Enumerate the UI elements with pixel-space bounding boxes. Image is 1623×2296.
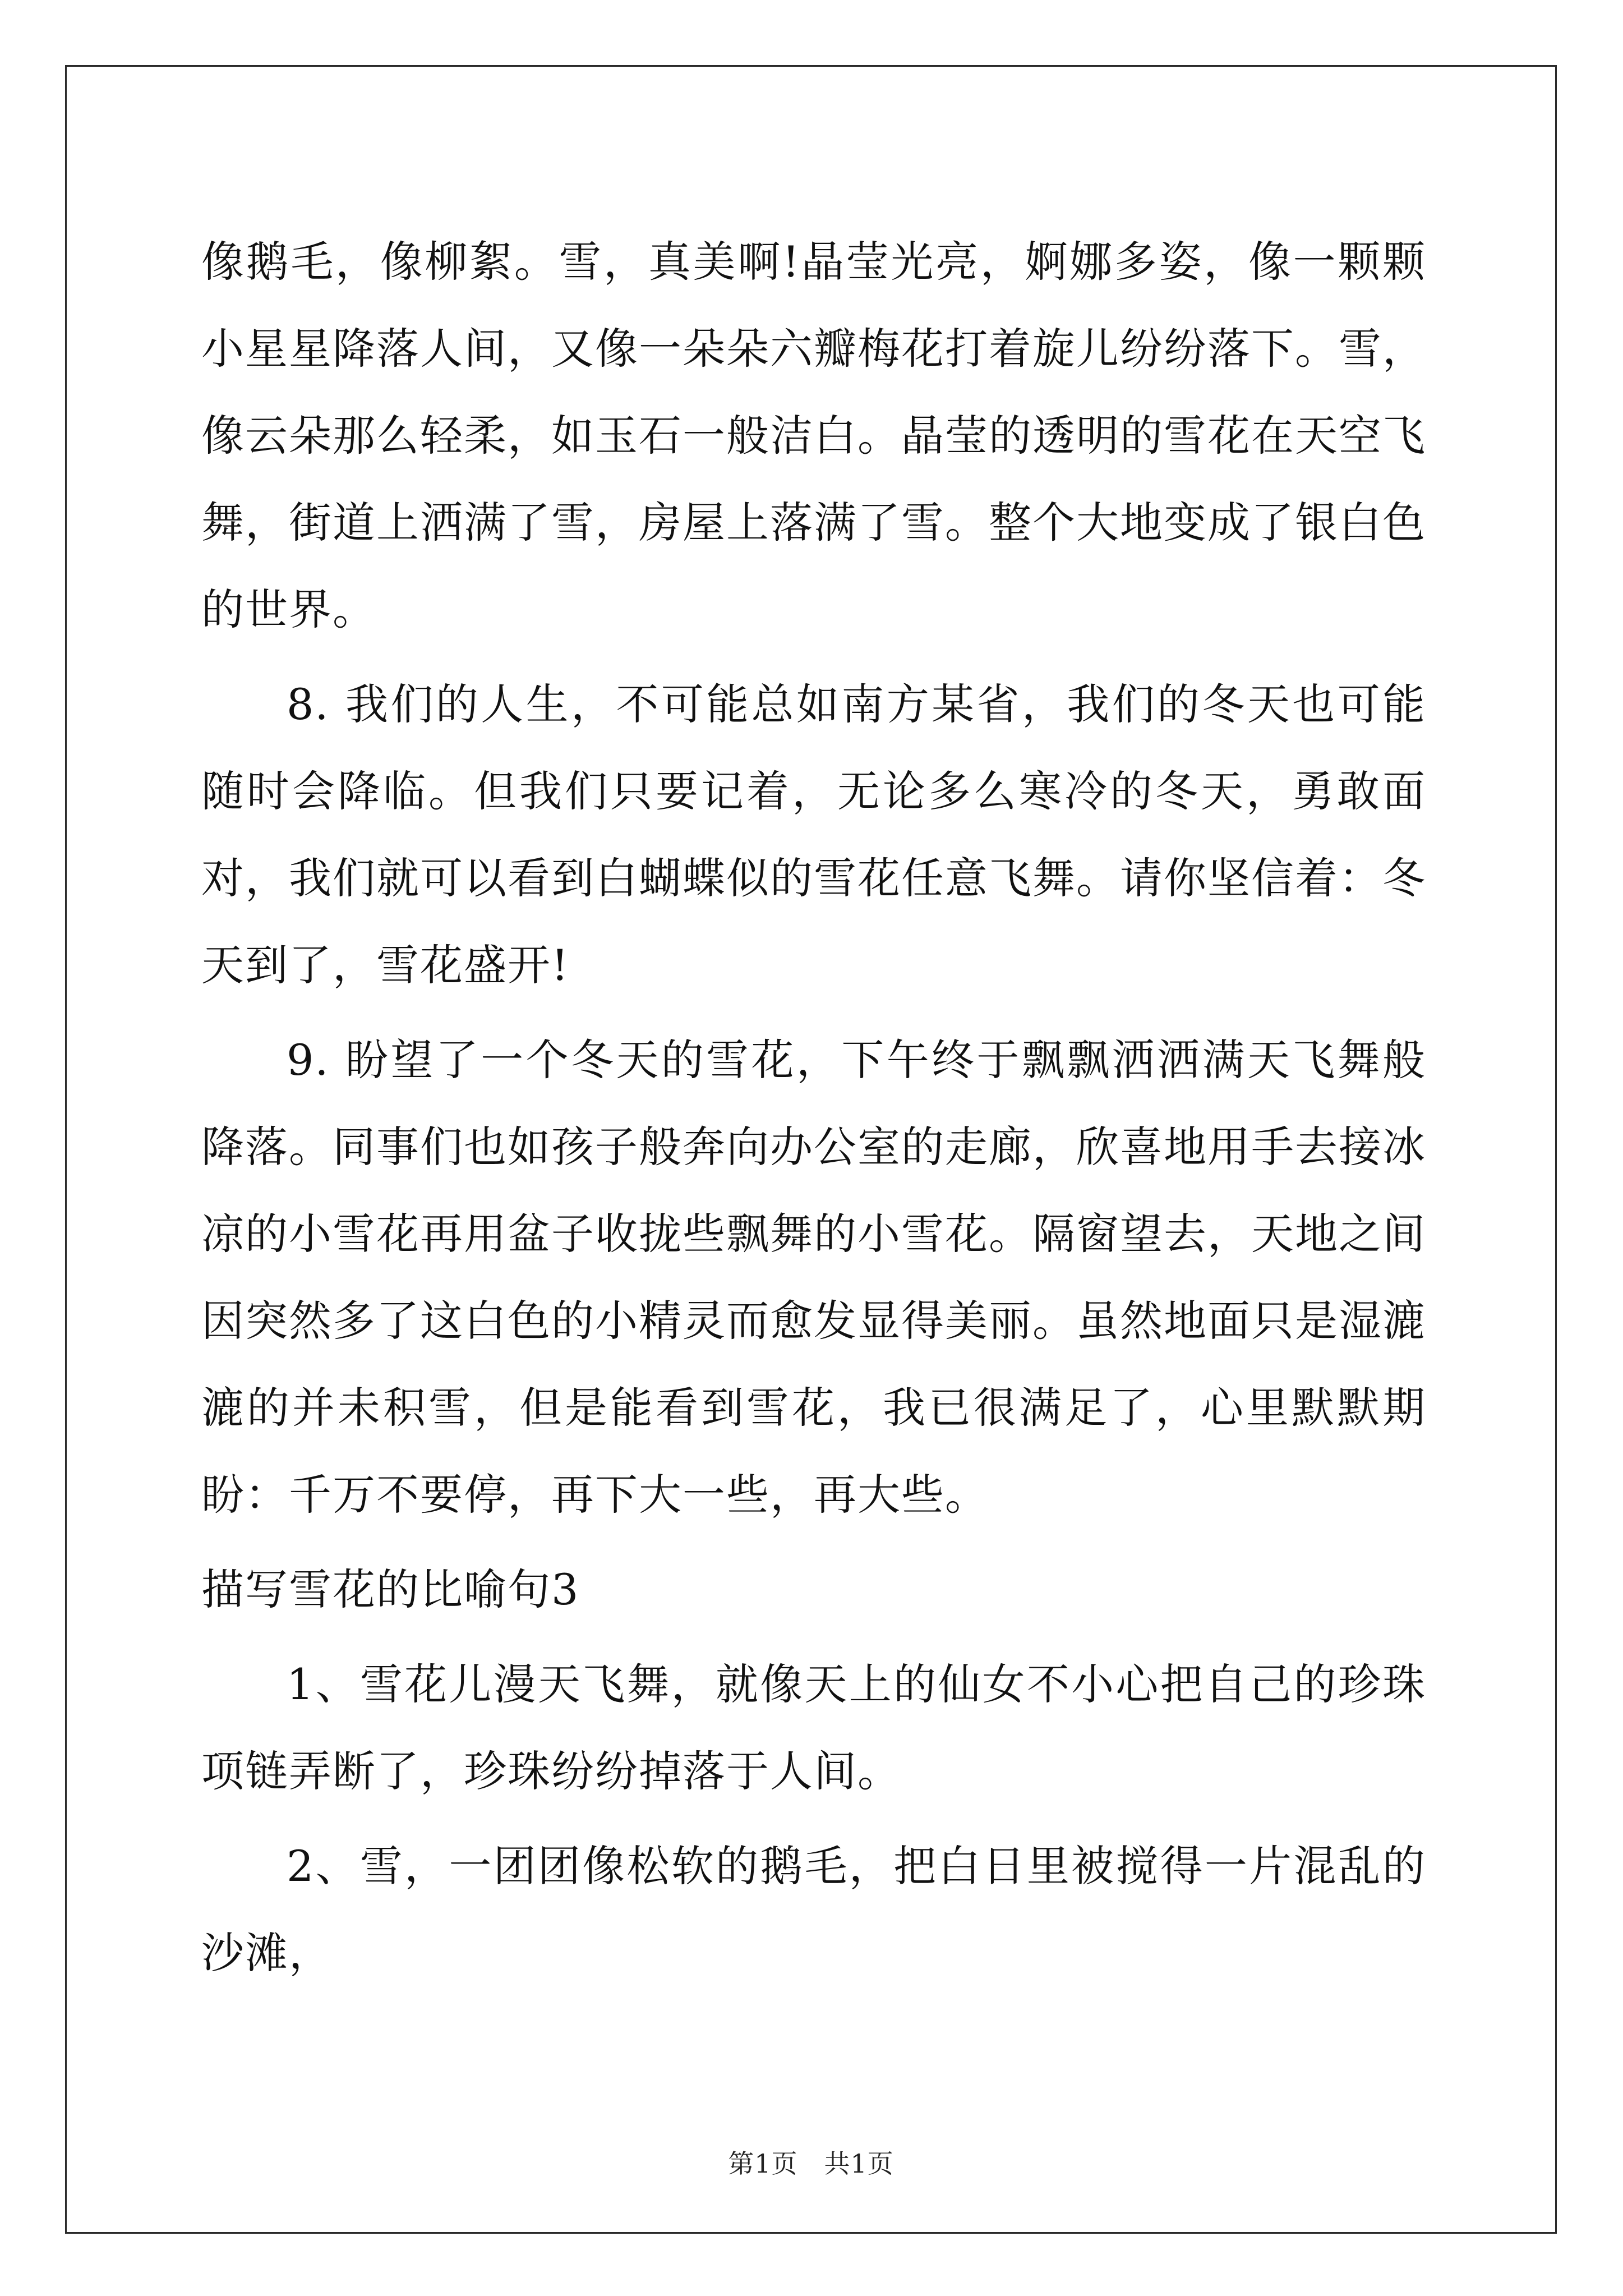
- page-footer: 第1页 共1页: [728, 2148, 894, 2179]
- paragraph-item-2: 2、雪，一团团像松软的鹅毛，把白日里被搅得一片混乱的沙滩，: [201, 1841, 1426, 1978]
- section-heading: 描写雪花的比喻句3: [201, 1565, 580, 1614]
- paragraph-item-1: 1、雪花儿漫天飞舞，就像天上的仙女不小心把自己的珍珠项链弄断了，珍珠纷纷掉落于人间。: [201, 1659, 1426, 1796]
- paragraph-item-8: 8. 我们的人生，不可能总如南方某省，我们的冬天也可能随时会降临。但我们只要记着，无论多么寒冷的冬天，勇敢面对，我们就可以看到白蝴蝶似的雪花任意飞舞。请你坚信着：冬天到了，雪花盛开!: [201, 679, 1426, 990]
- document-page: [65, 65, 1557, 2234]
- document-body: [201, 218, 1426, 1996]
- paragraph-continuation: 像鹅毛，像柳絮。雪，真美啊!晶莹光亮，婀娜多姿，像一颗颗小星星降落人间，又像一朵朵六瓣梅花打着旋儿纷纷落下。雪，像云朵那么轻柔，如玉石一般洁白。晶莹的透明的雪花在天空飞舞，街道上洒满了雪，房屋上落满了雪。整个大地变成了银白色的世界。: [201, 237, 1426, 634]
- paragraph-item-9: 9. 盼望了一个冬天的雪花，下午终于飘飘洒洒满天飞舞般降落。同事们也如孩子般奔向办公室的走廊，欣喜地用手去接冰凉的小雪花再用盆子收拢些飘舞的小雪花。隔窗望去，天地之间因突然多了这白色的小精灵而愈发显得美丽。虽然地面只是湿漉漉的并未积雪，但是能看到雪花，我已很满足了，心里默默期盼：千万不要停，再下大一些，再大些。: [201, 1035, 1426, 1520]
